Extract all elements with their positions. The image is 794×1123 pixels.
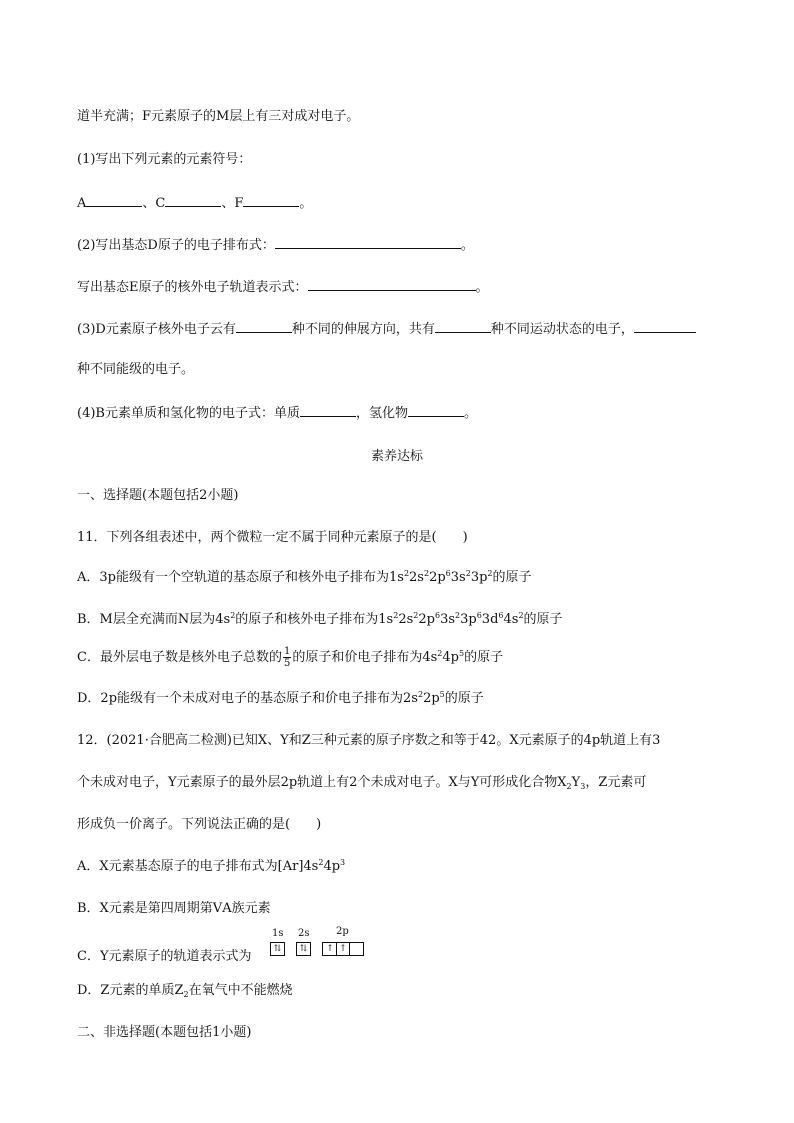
- question-1: (1)写出下列元素的元素符号：: [77, 152, 252, 167]
- q12-stem-line2: 个未成对电子，Y元素原子的最外层2p轨道上有2个未成对电子。X与Y可形成化合物$X_2Y_3$，Z元素可: [77, 775, 647, 791]
- q11-option-d[interactable]: D．2p能级有一个未成对电子的基态原子和价电子排布为$2s^22p^5$的原子: [77, 690, 484, 706]
- answer-blank[interactable]: [435, 319, 491, 333]
- q12-stem-line1: 12．(2021·合肥高二检测)已知X、Y和Z三种元素的原子序数之和等于42。X元素原子的4p轨道上有3: [77, 733, 661, 748]
- orbital-label-2s: 2s: [298, 928, 310, 939]
- question-3-cont: 种不同能级的电子。: [77, 362, 195, 377]
- q12-stem-line3: 形成负一价离子。下列说法正确的是( ): [77, 817, 322, 832]
- answer-blank[interactable]: [275, 235, 461, 249]
- q11-option-b[interactable]: B．M层全充满而N层为$4s^2$的原子和核外电子排布为$1s^22s^22p^63s^23p^63d^64s^2$的原子: [77, 611, 563, 627]
- question-2b: 写出基态E原子的核外电子轨道表示式： 。: [77, 277, 489, 297]
- orbital-box-2p: ↑ ↑: [322, 942, 364, 956]
- orbital-box-1s: ⇅: [270, 942, 285, 956]
- orbital-diagram: [268, 928, 388, 964]
- part1-heading: 一、选择题(本题包括2小题): [77, 488, 239, 503]
- text-line: 道半充满；F元素原子的M层上有三对成对电子。: [77, 109, 360, 124]
- q12-option-a[interactable]: A．X元素基态原子的电子排布式为$[Ar]4s^24p^3$: [77, 858, 346, 874]
- part2-heading: 二、非选择题(本题包括1小题): [77, 1025, 252, 1040]
- q12-option-d[interactable]: D．Z元素的单质$Z_2$在氧气中不能燃烧: [77, 983, 293, 999]
- section-title: 素养达标: [370, 449, 423, 464]
- answer-blank[interactable]: [243, 193, 299, 207]
- orbital-label-2p: 2p: [336, 926, 349, 937]
- q11-option-c[interactable]: C．最外层电子数是核外电子总数的 $\frac{1}{5}$ 的原子和价电子排布为$4s^24p^5$的原子: [77, 646, 504, 669]
- q12-option-b[interactable]: B．X元素是第四周期第ⅤA族元素: [77, 901, 271, 916]
- q11-stem: 11．下列各组表述中，两个微粒一定不属于同种元素原子的是( ): [77, 530, 468, 545]
- orbital-box-2s: ⇅: [296, 942, 311, 956]
- answer-blank[interactable]: [634, 319, 696, 333]
- fraction: $\frac{1}{5}$: [283, 646, 291, 669]
- question-4: (4)B元素单质和氢化物的电子式：单质 ，氢化物 。: [77, 403, 477, 423]
- question-1-blanks: A 、C 、F 。: [77, 193, 312, 213]
- answer-blank[interactable]: [408, 403, 464, 417]
- answer-blank[interactable]: [165, 193, 221, 207]
- question-2: (2)写出基态D原子的电子排布式： 。: [77, 235, 474, 255]
- answer-blank[interactable]: [308, 277, 476, 291]
- q12-option-c[interactable]: C．Y元素原子的轨道表示式为: [77, 949, 252, 964]
- orbital-label-1s: 1s: [272, 928, 284, 939]
- q11-option-a[interactable]: A．3p能级有一个空轨道的基态原子和核外电子排布为$1s^22s^22p^63s^23p^2$的原子: [77, 569, 532, 585]
- question-3: (3)D元素原子核外电子云有 种不同的伸展方向，共有 种不同运动状态的电子，: [77, 319, 696, 339]
- answer-blank[interactable]: [236, 319, 292, 333]
- answer-blank[interactable]: [86, 193, 142, 207]
- answer-blank[interactable]: [300, 403, 356, 417]
